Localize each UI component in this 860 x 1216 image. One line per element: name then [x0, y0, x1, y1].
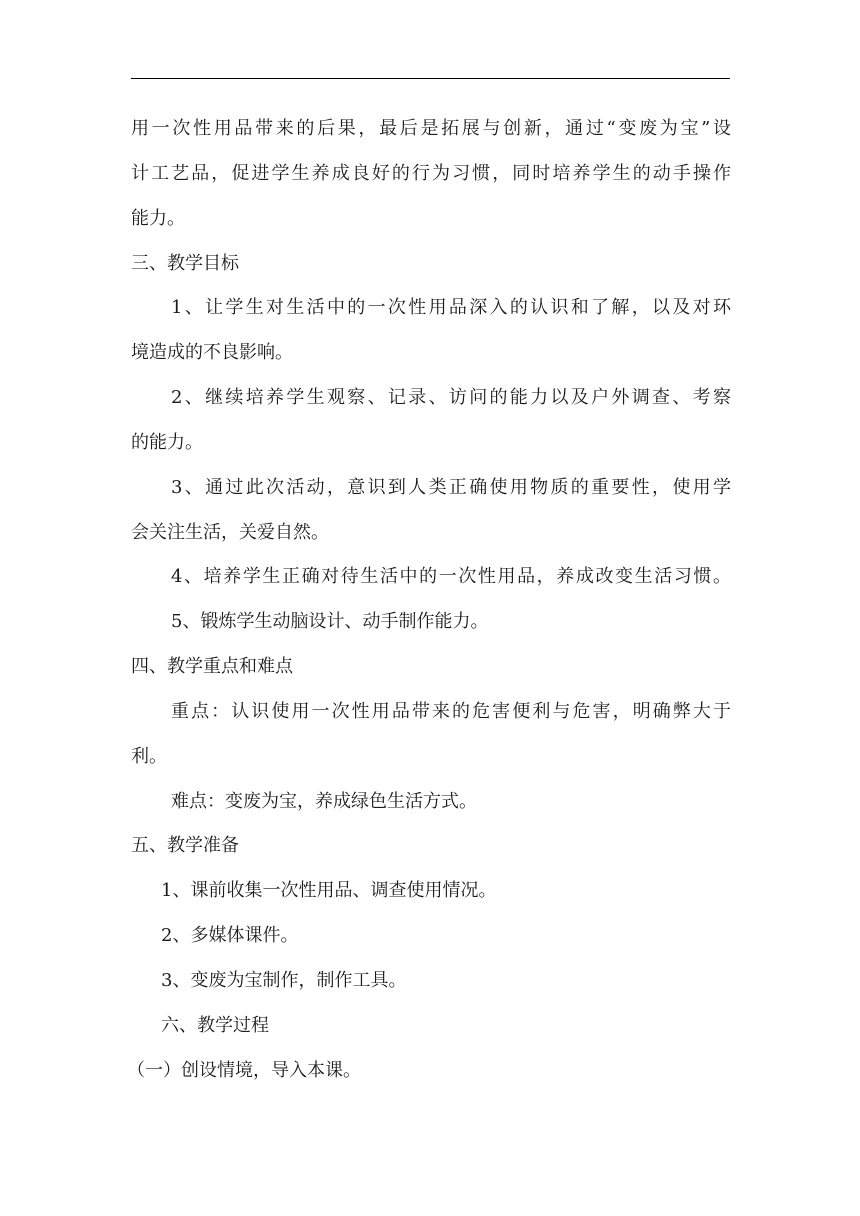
goal-item-2-line-1: 2、继续培养学生观察、记录、访问的能力以及户外调查、考察	[171, 387, 731, 408]
goal-item-3-line-1: 3、通过此次活动，意识到人类正确使用物质的重要性，使用学	[171, 477, 731, 498]
goal-item-4: 4、培养学生正确对待生活中的一次性用品，养成改变生活习惯。	[171, 566, 731, 587]
preparation-item-2: 2、多媒体课件。	[161, 925, 299, 946]
process-step-1: （一）创设情境，导入本课。	[127, 1060, 361, 1081]
section-heading-key-points: 四、教学重点和难点	[131, 656, 293, 677]
key-point-line-2: 利。	[131, 746, 167, 767]
preparation-item-3: 3、变废为宝制作，制作工具。	[161, 970, 407, 991]
intro-line-3: 能力。	[131, 208, 185, 229]
goal-item-1-line-2: 境造成的不良影响。	[131, 342, 293, 363]
goal-item-2-line-2: 的能力。	[131, 432, 203, 453]
intro-line-1: 用一次性用品带来的后果，最后是拓展与创新，通过“变废为宝”设	[131, 118, 731, 139]
goal-item-1-line-1: 1、让学生对生活中的一次性用品深入的认识和了解，以及对环	[171, 297, 731, 318]
goal-item-5: 5、锻炼学生动脑设计、动手制作能力。	[171, 611, 489, 632]
section-heading-preparation: 五、教学准备	[131, 835, 239, 856]
goal-item-3-line-2: 会关注生活，关爱自然。	[131, 522, 329, 543]
key-point-line-1: 重点：认识使用一次性用品带来的危害便利与危害，明确弊大于	[171, 701, 731, 722]
section-heading-goals: 三、教学目标	[131, 253, 239, 274]
section-heading-process: 六、教学过程	[161, 1015, 269, 1036]
intro-line-2: 计工艺品，促进学生养成良好的行为习惯，同时培养学生的动手操作	[131, 163, 731, 184]
header-rule	[131, 78, 730, 79]
difficulty-point: 难点：变废为宝，养成绿色生活方式。	[171, 791, 477, 812]
preparation-item-1: 1、课前收集一次性用品、调查使用情况。	[161, 880, 497, 901]
